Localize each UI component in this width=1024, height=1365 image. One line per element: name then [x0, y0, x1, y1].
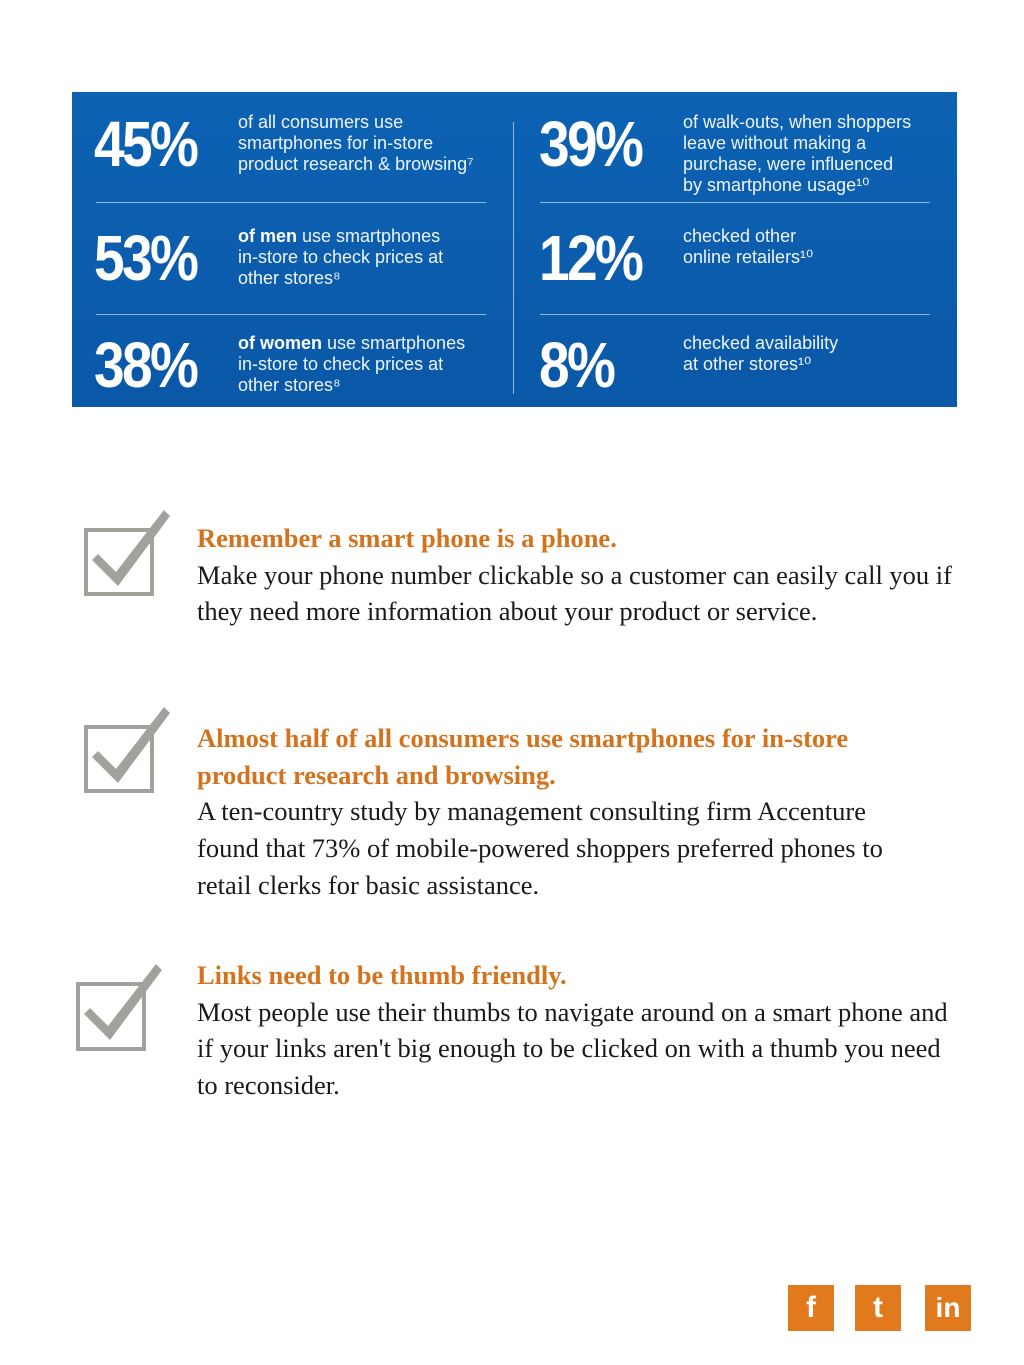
linkedin-icon: in	[935, 1292, 961, 1323]
linkedin-button[interactable]	[925, 1285, 971, 1331]
stat-value: 53%	[94, 222, 197, 294]
row-divider	[96, 314, 486, 315]
tip-text	[197, 957, 967, 1104]
stat-value: 12%	[539, 222, 642, 294]
tip-body: Make your phone number clickable so a customer can easily call you if they need more information about your product or service.	[197, 559, 952, 627]
row-divider	[96, 202, 486, 203]
stat-description: checked other online retailers¹⁰	[683, 226, 814, 267]
stat-item	[539, 222, 814, 294]
stat-value: 8%	[539, 329, 614, 401]
stat-description: of all consumers use smartphones for in-store product research & browsing⁷	[238, 112, 474, 174]
stat-value: 39%	[539, 108, 642, 180]
stat-value: 38%	[94, 329, 197, 401]
tip-title: Links need to be thumb friendly.	[197, 960, 567, 990]
tip-title: Remember a smart phone is a phone.	[197, 523, 617, 553]
tip-text	[197, 520, 967, 630]
tip-body: Most people use their thumbs to navigate around on a smart phone and if your links aren't big enough to be clicked on with a thumb you need to reconsider.	[197, 996, 948, 1101]
stat-item	[539, 108, 912, 196]
facebook-icon: f	[806, 1291, 816, 1324]
stat-item	[94, 329, 466, 401]
checkmark-icon	[78, 962, 174, 1058]
facebook-button[interactable]	[788, 1285, 834, 1331]
tip-title: Almost half of all consumers use smartphones for in-store product research and browsing.	[197, 723, 849, 790]
stat-description: of women use smartphones in-store to check prices at other stores⁸	[238, 333, 466, 395]
row-divider	[540, 314, 930, 315]
tip-text	[197, 720, 897, 904]
stat-item	[94, 108, 474, 180]
stat-item	[94, 222, 444, 294]
checkbox-icon	[84, 528, 154, 596]
stat-description: checked availability at other stores¹⁰	[683, 333, 839, 374]
stat-description: of men use smartphones in-store to check prices at other stores⁸	[238, 226, 444, 288]
tip-body: A ten-country study by management consulting firm Accenture found that 73% of mobile-powered shoppers preferred phones to retail clerks for basic assistance.	[197, 796, 883, 900]
column-divider	[513, 122, 514, 394]
checkbox-icon	[76, 982, 146, 1051]
row-divider	[540, 202, 930, 203]
checkmark-icon	[86, 508, 182, 604]
stat-value: 45%	[94, 108, 197, 180]
checkmark-icon	[86, 705, 182, 801]
stat-item	[539, 329, 839, 401]
twitter-icon: t	[873, 1291, 883, 1324]
stats-panel	[72, 92, 957, 407]
twitter-button[interactable]	[855, 1285, 901, 1331]
stat-description: of walk-outs, when shoppers leave without making a purchase, were influenced by smartphone usage¹⁰	[683, 112, 912, 195]
checkbox-icon	[84, 725, 154, 793]
